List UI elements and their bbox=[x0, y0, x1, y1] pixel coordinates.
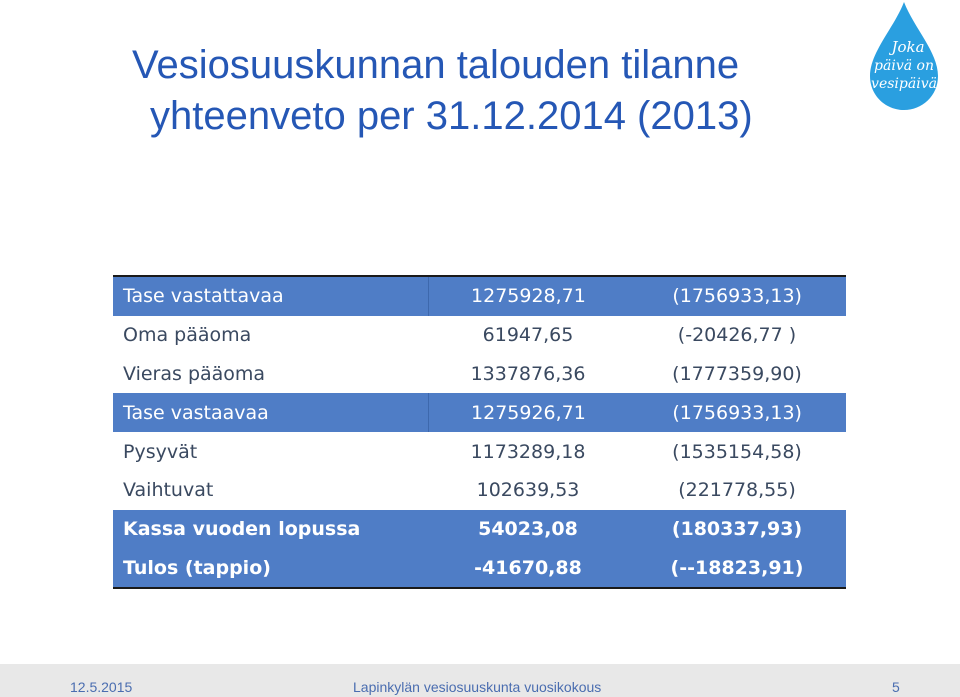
row-value-2014: 61947,65 bbox=[482, 324, 574, 347]
water-drop-logo bbox=[864, 0, 944, 112]
table-row bbox=[113, 393, 846, 432]
row-value-2014: -41670,88 bbox=[474, 556, 582, 579]
row-value-2013: (--18823,91) bbox=[670, 556, 804, 579]
row-value-2013: (1777359,90) bbox=[672, 362, 802, 385]
slide-footer bbox=[0, 664, 960, 697]
row-label: Tulos (tappio) bbox=[123, 556, 271, 579]
row-value-2014: 102639,53 bbox=[476, 479, 580, 502]
slide-title-line-2: yhteenveto per 31.12.2014 (2013) bbox=[150, 94, 753, 138]
row-value-2014: 1275926,71 bbox=[471, 401, 586, 424]
table-row bbox=[113, 277, 846, 316]
row-value-2013: (1756933,13) bbox=[672, 401, 802, 424]
row-label: Kassa vuoden lopussa bbox=[123, 518, 361, 541]
table-row bbox=[113, 471, 846, 510]
footer-page-number: 5 bbox=[892, 679, 900, 695]
row-label: Vaihtuvat bbox=[123, 479, 214, 502]
slide-title-line-1: Vesiosuuskunnan talouden tilanne bbox=[132, 43, 740, 87]
finance-table bbox=[113, 275, 846, 589]
water-drop-icon bbox=[870, 2, 938, 110]
logo-text-1: Joka bbox=[891, 38, 925, 56]
row-value-2013: (180337,93) bbox=[671, 518, 803, 541]
row-value-2013: (1535154,58) bbox=[672, 440, 802, 463]
table-row bbox=[113, 549, 846, 588]
row-value-2013: (1756933,13) bbox=[672, 285, 802, 308]
row-label: Tase vastattavaa bbox=[113, 277, 429, 316]
table-row bbox=[113, 316, 846, 355]
row-value-2014: 1337876,36 bbox=[470, 362, 586, 385]
row-value-2014: 54023,08 bbox=[478, 518, 578, 541]
table-row bbox=[113, 432, 846, 471]
logo-text-2: päivä on bbox=[874, 58, 934, 74]
row-value-2014: 1173289,18 bbox=[470, 440, 586, 463]
row-value-2013: (221778,55) bbox=[678, 479, 796, 502]
footer-organization: Lapinkylän vesiosuuskunta vuosikokous bbox=[353, 679, 602, 695]
row-label: Oma pääoma bbox=[123, 324, 252, 347]
logo-text-3: vesipäivä bbox=[871, 76, 937, 92]
footer-date: 12.5.2015 bbox=[70, 679, 133, 695]
row-value-2014: 1275928,71 bbox=[471, 285, 586, 308]
row-label: Tase vastaavaa bbox=[113, 393, 429, 432]
table-row bbox=[113, 355, 846, 394]
row-label: Pysyvät bbox=[123, 440, 198, 463]
slide-title bbox=[132, 40, 852, 142]
row-value-2013: (-20426,77 ) bbox=[677, 324, 797, 347]
row-label: Vieras pääoma bbox=[123, 362, 266, 385]
table-row bbox=[113, 510, 846, 549]
